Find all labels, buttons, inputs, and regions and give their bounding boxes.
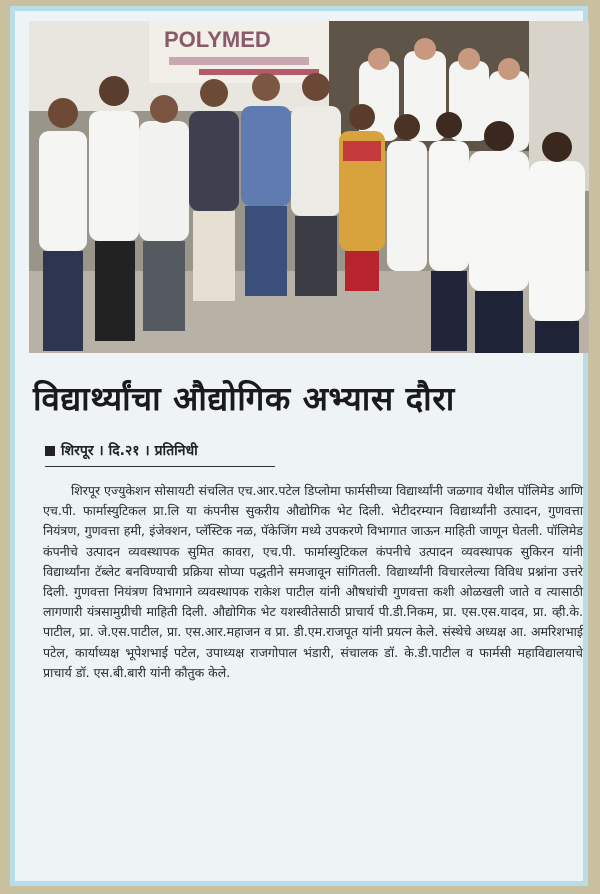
group-photo [29,21,589,353]
photo-sign-text: POLYMED [164,27,271,52]
bullet-square-icon [45,446,55,456]
article-body: शिरपूर एज्युकेशन सोसायटी संचलित एच.आर.पटेल डिप्लोमा फार्मसीच्या विद्यार्थ्यांनी जळगाव येथील पॉलिमेड आणि एच.पी. फार्मास्युटिकल प्रा.लि या कंपनीस सुकरीय औद्योगिक भेट दिली. भेटीदरम्यान विद्यार्थ्यांनी उत्पादन, गुणवत्ता नियंत्रण, गुणवत्ता हमी, इंजेक्शन, प्लॅस्टिक नळ, पॅकेजिंग मध्ये उपकरणे विभागात जाऊन माहिती जाणून घेतली. पॉलिमेड कंपनीचे उत्पादन व्यवस्थापक सुमित कावरा, एच.पी. फार्मास्युटिकल कंपनीचे उत्पादन व्यवस्थापक सुकिरन यांनी विद्यार्थ्यांना टॅब्लेट बनविण्याची प्रक्रिया सोप्या पद्धतीने समजावून सांगितली. विद्यार्थ्यांनी विचारलेल्या विविध प्रश्नांना उत्तरे दिली. गुणवत्ता नियंत्रण विभागाने व्यवस्थापक राकेश पाटील यांनी औषधांची गुणवत्ता कशी ओळखली जाते व त्यासाठी लागणारी यंत्रसामुग्रीची माहिती दिली. औद्योगिक भेट यशस्वीतेसाठी प्राचार्य पी.डी.निकम, प्रा. एस.एस.यादव, प्रा. व्ही.के. पाटील, प्रा. जे.एस.पाटील, प्रा. एस.आर.महाजन व प्रा. डी.एम.राजपूत यांनी प्रयत्न केले. संस्थेचे अध्यक्ष आ. अमरिशभाई पटेल, कार्याध्यक्ष भूपेशभाई पटेल, उपाध्यक्ष राजगोपाल भंडारी, संचालक डॉ. के.डी.पाटील व फार्मसी महाविद्यालयाचे प्राचार्य डॉ. एस.बी.बारी यांनी कौतुक केले. [43,483,583,680]
article-dateline [45,441,275,467]
article-headline: विद्यार्थ्यांचा औद्योगिक अभ्यास दौरा [33,379,455,418]
dateline-text: शिरपूर । दि.२१ । प्रतिनिधी [61,443,198,459]
news-clipping [10,6,588,886]
